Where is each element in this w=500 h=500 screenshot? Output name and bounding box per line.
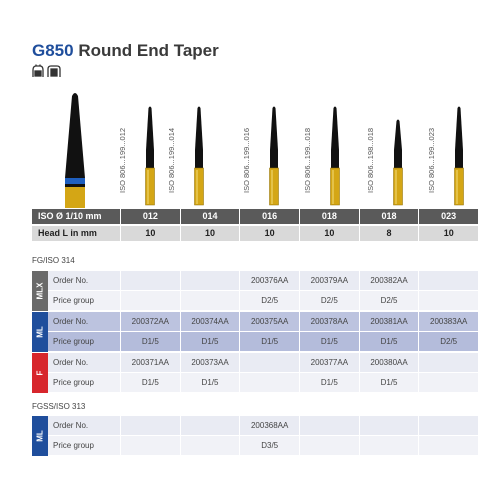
iso-code-label: ISO 806...199...014 — [167, 127, 176, 193]
iso-diameter-cell: 012 — [120, 209, 180, 224]
head-length-cell: 10 — [180, 226, 240, 241]
head-length-cell: 10 — [120, 226, 180, 241]
iso-code-label: ISO 806...199...016 — [242, 127, 251, 193]
bur-1 — [146, 107, 155, 206]
iso-diameter-header: ISO Ø 1/10 mm — [38, 211, 102, 221]
fgss-section-label: FGSS/ISO 313 — [32, 402, 86, 411]
iso-diameter-cell: 018 — [299, 209, 359, 224]
fgss-order-table — [32, 416, 478, 456]
table-row: Order No. 200372AA 200374AA 200375AA 200378AA 200381AA 200383AA — [48, 312, 478, 331]
ml-tab: ML — [32, 416, 48, 456]
product-name: Round End Taper — [78, 41, 219, 60]
fg-section-label: FG/ISO 314 — [32, 256, 75, 265]
f-tab: F — [32, 353, 48, 393]
iso-diameter-cell: 023 — [418, 209, 478, 224]
iso-diameter-cell: 014 — [180, 209, 240, 224]
head-length-cell: 10 — [299, 226, 359, 241]
fg-order-table — [32, 271, 478, 393]
iso-code-label: ISO 806...199...012 — [118, 127, 127, 193]
table-row: Order No. 200368AA — [48, 416, 478, 435]
table-row: Order No. 200371AA 200373AA 200377AA 200380AA — [48, 353, 478, 372]
bur-3 — [270, 107, 279, 206]
bur-images — [0, 0, 500, 210]
head-length-cell: 10 — [239, 226, 299, 241]
iso-diameter-cell: 018 — [359, 209, 419, 224]
product-code: G850 — [32, 41, 74, 60]
table-row: Price group D1/5 D1/5 D1/5 D1/5 — [48, 373, 478, 392]
table-row: Order No. 200376AA 200379AA 200382AA — [48, 271, 478, 290]
iso-code-label: ISO 806...198...018 — [366, 127, 375, 193]
head-length-cell: 8 — [359, 226, 419, 241]
iso-diameter-row — [32, 209, 478, 224]
table-row: Price group D3/5 — [48, 436, 478, 455]
ml-tab: ML — [32, 312, 48, 352]
table-row: Price group D2/5 D2/5 D2/5 — [48, 291, 478, 310]
table-row: Price group D1/5 D1/5 D1/5 D1/5 D1/5 D2/5 — [48, 332, 478, 351]
iso-code-label: ISO 806...199...018 — [303, 127, 312, 193]
iso-code-label: ISO 806...199...023 — [427, 127, 436, 193]
large-bur-illustration — [65, 93, 85, 208]
head-length-cell: 10 — [418, 226, 478, 241]
bur-5 — [394, 120, 403, 206]
head-length-row — [32, 226, 478, 241]
mlx-tab: MLX — [32, 271, 48, 311]
head-length-header: Head L in mm — [38, 228, 97, 238]
bur-2 — [195, 107, 204, 206]
bur-6 — [455, 107, 464, 206]
bur-4 — [331, 107, 340, 206]
iso-diameter-cell: 016 — [239, 209, 299, 224]
